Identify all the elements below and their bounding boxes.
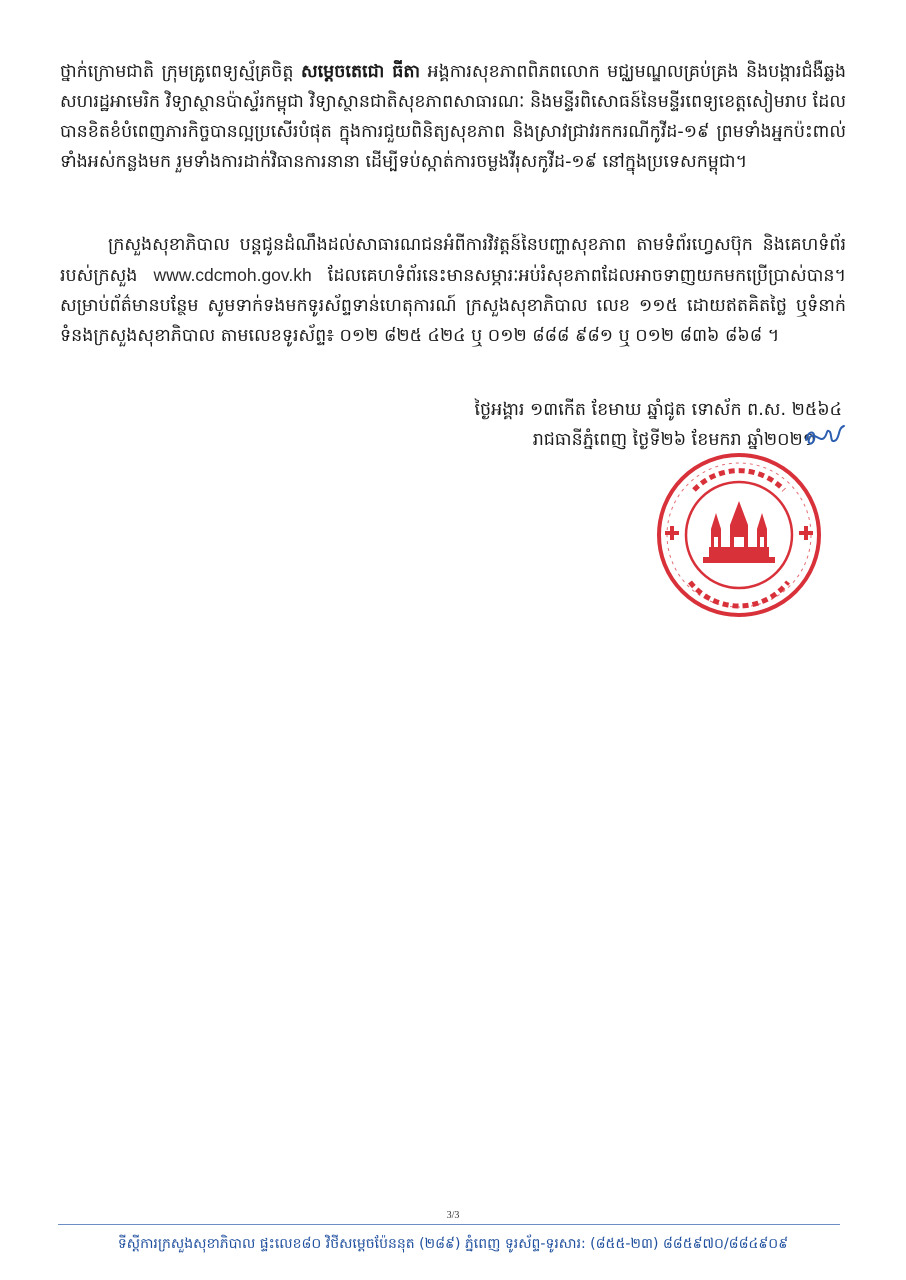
footer-divider xyxy=(58,1224,840,1225)
page-number: 3/3 xyxy=(446,1210,460,1221)
solar-date: រាជធានីភ្នំពេញ ថ្ងៃទី២៦ ខែមករា ឆ្នាំ២០២១ xyxy=(532,430,816,450)
letter-paragraph-2 xyxy=(60,230,846,351)
footer-address: ទីស្ដីការក្រសួងសុខាភិបាល ផ្ទះលេខ៨០ វិថីសម្ដេចប៉ែននុត (២៨៩) ភ្នំពេញ ទូរស័ព្ទ-ទូរសារ: (៨៥៥-២៣) ៨៨៥៩៧០/៨៨៤៩០៩ xyxy=(117,1236,789,1252)
lunar-date: ថ្ងៃអង្គារ ១៣កើត ខែមាឃ ឆ្នាំជូត ទោស័ក ព.ស. ២៥៦៤ xyxy=(474,400,842,420)
para1-start-text: ថ្នាក់ក្រោមជាតិ ក្រុមគ្រូពេទ្យស្ម័គ្រចិត្ត xyxy=(60,62,301,82)
para2-start-text: ក្រសួងសុខាភិបាល បន្តជូនដំណឹងដល់សាធារណជនអំពីការវិវត្តន៍នៃបញ្ហាសុខភាព តាមទំព័រហ្វេសប៊ុក និងគេហទំព័ររបស់ក្រសួង xyxy=(60,235,846,286)
letter-paragraph-1 xyxy=(60,57,846,177)
signature-icon xyxy=(802,424,846,450)
website-link[interactable]: www.cdcmoh.gov.kh xyxy=(153,265,312,285)
para1-end-text: អង្គការសុខភាពពិភពលោក មជ្ឈមណ្ឌលគ្រប់គ្រង និងបង្ការជំងឺឆ្លងសហរដ្ឋអាមេរិក វិទ្យាស្ថានប៉ាស្ទ័រកម្ពុជា វិទ្យាស្ថានជាតិសុខភាពសាធារណៈ និងមន្ទីរពិសោធន៍នៃមន្ទីរពេទ្យខេត្តសៀមរាប ដែលបានខិតខំបំពេញភារកិច្ចបានល្អប្រសើរបំផុត ក្នុងការជួយពិនិត្យសុខភាព និងស្រាវជ្រាវរកករណីកូវីដ-១៩ ព្រមទាំងអ្នកប៉ះពាល់ទាំងអស់កន្លងមក រួមទាំងការដាក់វិធានការនានា ដើម្បីទប់ស្កាត់ការចម្លងវីរុសកូវីដ-១៩ នៅក្នុងប្រទេសកម្ពុជា។ xyxy=(60,62,846,172)
para1-bold-name: សម្ដេចតេជោ ធីតា xyxy=(300,62,421,82)
para2-end-text: ដែលគេហទំព័រនេះមានសម្ភារៈអប់រំសុខភាពដែលអាចទាញយកមកប្រើប្រាស់បាន។ សម្រាប់ព័ត៌មានបន្ថែម សូមទាក់ទងមកទូរស័ព្ទទាន់ហេតុការណ៍ ក្រសួងសុខាភិបាល លេខ ១១៥ ដោយឥតគិតថ្លៃ ឬទំនាក់ទំនងក្រសួងសុខាភិបាល តាមលេខទូរស័ព្ទ៖ ០១២ ៨២៥ ៤២៤ ឬ ០១២ ៨៨៨ ៩៨១ ឬ ០១២ ៨៣៦ ៨៦៨ ។ xyxy=(60,266,846,346)
ministry-seal-icon xyxy=(654,450,824,620)
